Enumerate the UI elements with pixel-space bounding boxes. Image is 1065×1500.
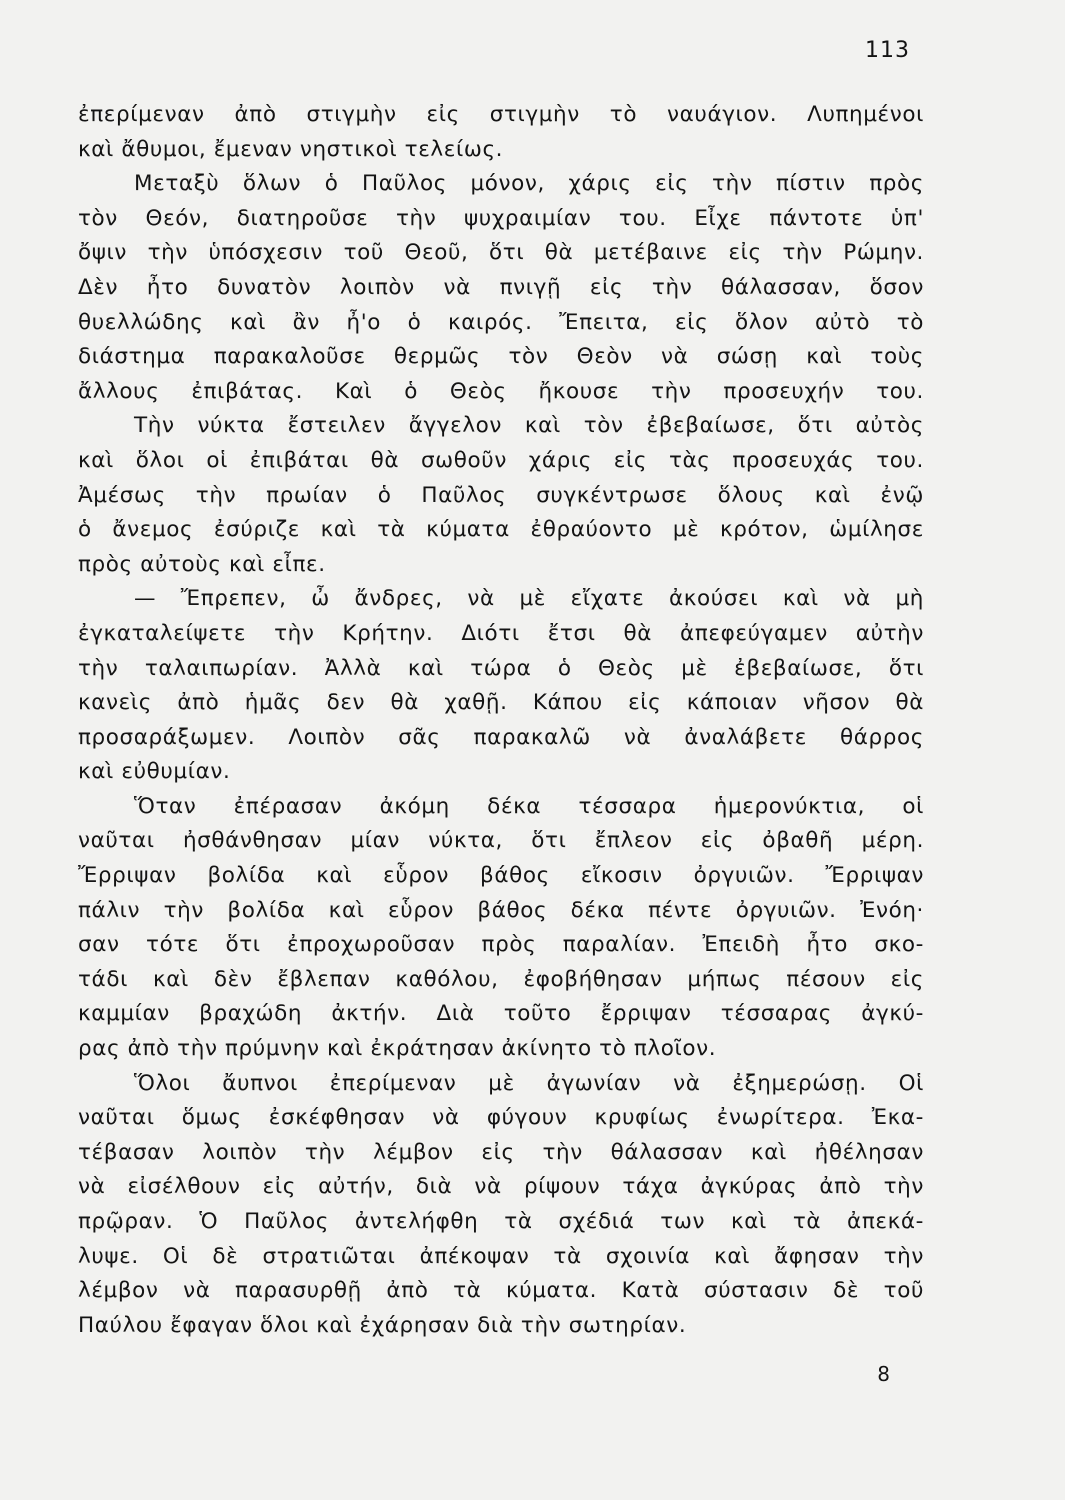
text-line: ναῦται ἠσθάνθησαν μίαν νύκτα, ὅτι ἔπλεον εἰς ὀβαθῆ μέρη. <box>78 828 924 854</box>
text-line: σαν τότε ὅτι ἐπροχωροῦσαν πρὸς παραλίαν. Ἐπειδὴ ἦτο σκο- <box>78 932 924 958</box>
text-line: Ἀμέσως τὴν πρωίαν ὁ Παῦλος συγκέντρωσε ὅλους καὶ ἐνῷ <box>78 482 924 508</box>
text-line: ἐγκαταλείψετε τὴν Κρήτην. Διότι ἔτσι θὰ ἀπεφεύγαμεν αὐτὴν <box>78 620 924 646</box>
text-line: τὴν ταλαιπωρίαν. Ἀλλὰ καὶ τώρα ὁ Θεὸς μὲ ἐβεβαίωσε, ὅτι <box>78 655 924 681</box>
text-line: θυελλώδης καὶ ἂν ἦ'ο ὁ καιρός. Ἔπειτα, εἰς ὅλον αὐτὸ τὸ <box>78 309 924 335</box>
text-line: πάλιν τὴν βολίδα καὶ εὗρον βάθος δέκα πέντε ὀργυιῶν. Ἐνόη· <box>78 897 924 923</box>
text-line: τέβασαν λοιπὸν τὴν λέμβον εἰς τὴν θάλασσαν καὶ ἠθέλησαν <box>78 1139 924 1165</box>
text-line: Τὴν νύκτα ἔστειλεν ἄγγελον καὶ τὸν ἐβεβαίωσε, ὅτι αὐτὸς <box>134 413 924 439</box>
text-line: διάστημα παρακαλοῦσε θερμῶς τὸν Θεὸν νὰ σώσῃ καὶ τοὺς <box>78 344 924 370</box>
printer-signature-mark: 8 <box>877 1362 890 1386</box>
text-line: Δὲν ἦτο δυνατὸν λοιπὸν νὰ πνιγῇ εἰς τὴν θάλασσαν, ὅσον <box>78 274 924 300</box>
page-number: 113 <box>865 38 910 63</box>
text-line: — Ἔπρεπεν, ὦ ἄνδρες, νὰ μὲ εἴχατε ἀκούσει καὶ νὰ μὴ <box>134 586 924 612</box>
text-line: ναῦται ὅμως ἐσκέφθησαν νὰ φύγουν κρυφίως ἐνωρίτερα. Ἐκα- <box>78 1105 924 1131</box>
text-line: Μεταξὺ ὅλων ὁ Παῦλος μόνον, χάρις εἰς τὴν πίστιν πρὸς <box>134 171 924 197</box>
text-line: ρας ἀπὸ τὴν πρύμνην καὶ ἐκράτησαν ἀκίνητο τὸ πλοῖον. <box>78 1036 717 1062</box>
text-line: καὶ ἄθυμοι, ἔμεναν νηστικοὶ τελείως. <box>78 136 504 162</box>
text-line: Παύλου ἔφαγαν ὅλοι καὶ ἐχάρησαν διὰ τὴν σωτηρίαν. <box>78 1312 687 1338</box>
text-line: ὄψιν τὴν ὑπόσχεσιν τοῦ Θεοῦ, ὅτι θὰ μετέβαινε εἰς τὴν Ρώμην. <box>78 240 924 266</box>
text-line: καμμίαν βραχώδη ἀκτήν. Διὰ τοῦτο ἔρριψαν τέσσαρας ἀγκύ- <box>78 1001 924 1027</box>
text-line: ἐπερίμεναν ἀπὸ στιγμὴν εἰς στιγμὴν τὸ ναυάγιον. Λυπημένοι <box>78 102 924 127</box>
text-line: κανεὶς ἀπὸ ἡμᾶς δεν θὰ χαθῇ. Κάπου εἰς κάποιαν νῆσον θὰ <box>78 690 924 716</box>
text-line: πρῷραν. Ὁ Παῦλος ἀντελήφθη τὰ σχέδιά των καὶ τὰ ἀπεκά- <box>78 1209 924 1234</box>
text-line: Ὅταν ἐπέρασαν ἀκόμη δέκα τέσσαρα ἡμερονύκτια, οἱ <box>134 793 924 819</box>
text-line: Ὅλοι ἄυπνοι ἐπερίμεναν μὲ ἀγωνίαν νὰ ἐξημερώσῃ. Οἱ <box>134 1070 924 1096</box>
text-line: λέμβον νὰ παρασυρθῇ ἀπὸ τὰ κύματα. Κατὰ σύστασιν δὲ τοῦ <box>78 1278 924 1304</box>
text-line: λυψε. Οἱ δὲ στρατιῶται ἀπέκοψαν τὰ σχοινία καὶ ἄφησαν τὴν <box>78 1243 924 1269</box>
text-line: Ἔρριψαν βολίδα καὶ εὗρον βάθος εἴκοσιν ὀργυιῶν. Ἔρριψαν <box>78 863 924 889</box>
text-line: νὰ εἰσέλθουν εἰς αὐτήν, διὰ νὰ ρίψουν τάχα ἀγκύρας ἀπὸ τὴν <box>78 1174 924 1200</box>
body-text <box>78 98 924 1343</box>
text-line: καὶ ὅλοι οἱ ἐπιβάται θὰ σωθοῦν χάρις εἰς τὰς προσευχάς του. <box>78 447 924 473</box>
text-line: ὁ ἄνεμος ἐσύριζε καὶ τὰ κύματα ἐθραύοντο μὲ κρότον, ὡμίλησε <box>78 517 924 543</box>
text-line: τὸν Θεόν, διατηροῦσε τὴν ψυχραιμίαν του. Εἶχε πάντοτε ὑπ' <box>78 205 924 231</box>
text-line: ἄλλους ἐπιβάτας. Καὶ ὁ Θεὸς ἤκουσε τὴν προσευχήν του. <box>78 378 924 404</box>
text-line: καὶ εὐθυμίαν. <box>78 759 231 785</box>
text-line: προσαράξωμεν. Λοιπὸν σᾶς παρακαλῶ νὰ ἀναλάβετε θάρρος <box>78 724 924 750</box>
text-line: τάδι καὶ δὲν ἔβλεπαν καθόλου, ἐφοβήθησαν μήπως πέσουν εἰς <box>78 966 924 992</box>
text-line: πρὸς αὐτοὺς καὶ εἶπε. <box>78 551 326 577</box>
